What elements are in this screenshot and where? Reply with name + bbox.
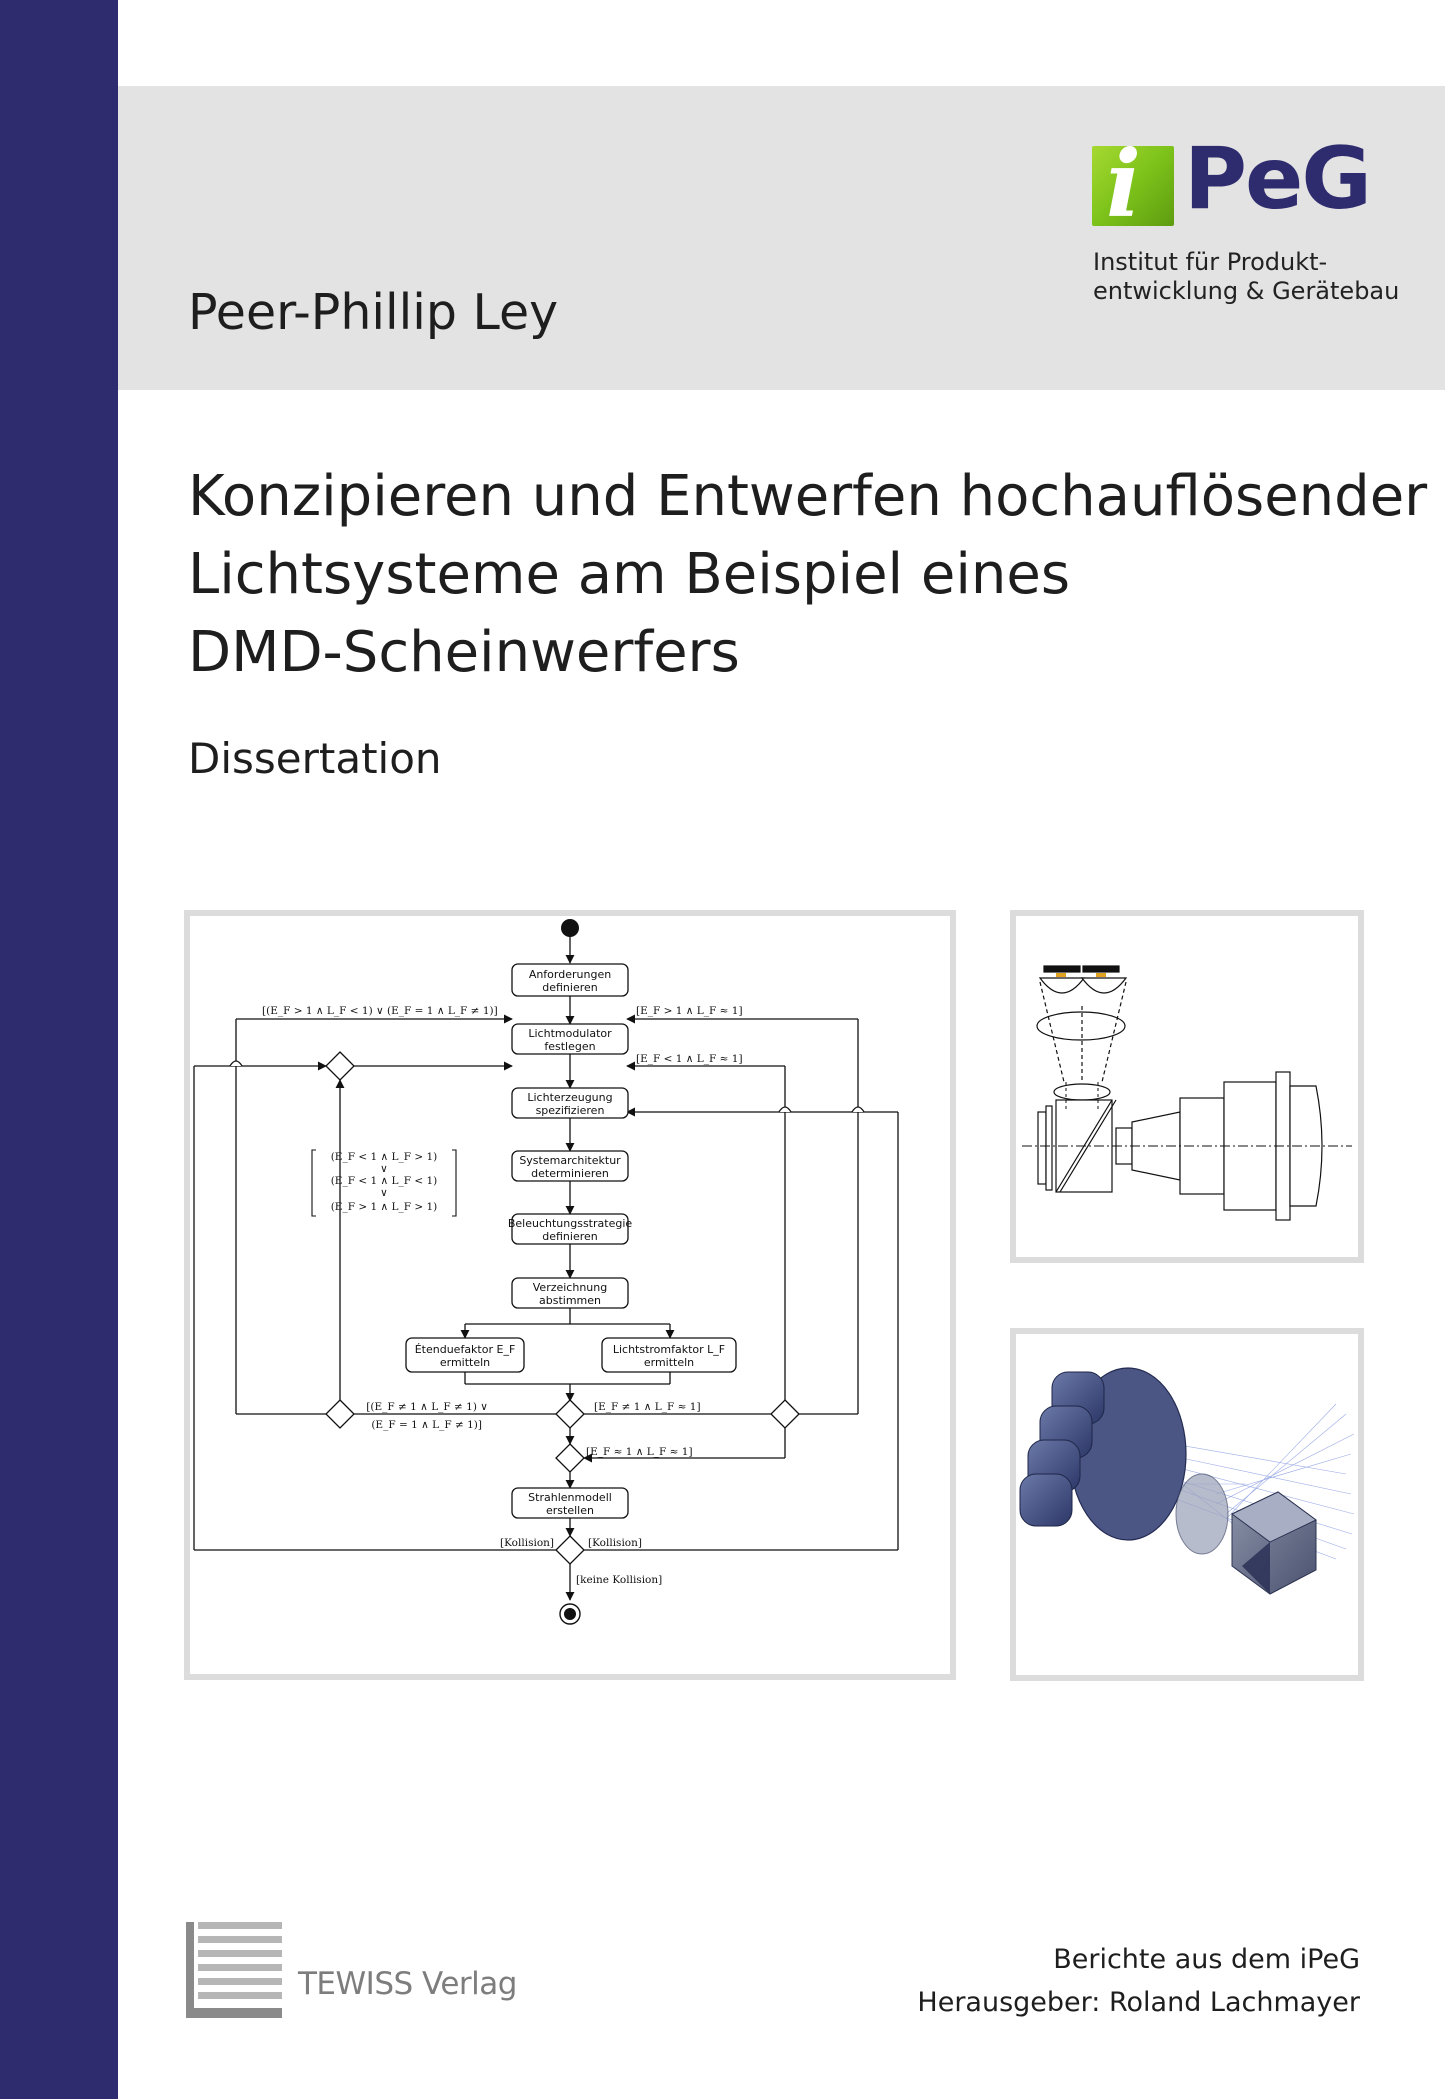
guard-top-right: [E_F > 1 ∧ L_F ≈ 1] bbox=[636, 1005, 743, 1017]
series-name: Berichte aus dem iPeG bbox=[1053, 1944, 1360, 1975]
book-subtitle: Dissertation bbox=[188, 734, 442, 783]
ipeg-logo bbox=[1092, 129, 1392, 238]
guard-approx: [E_F ≈ 1 ∧ L_F ≈ 1] bbox=[586, 1446, 693, 1458]
node-1-line-1: Anforderungen bbox=[528, 968, 612, 981]
guard-bracket-line-2: ∨ bbox=[380, 1163, 388, 1175]
node-8-line-2: ermitteln bbox=[643, 1356, 695, 1369]
optics-drawing-figure bbox=[1010, 910, 1364, 1263]
guard-bracket-line-1: (E_F < 1 ∧ L_F > 1) bbox=[330, 1151, 438, 1163]
led-collimator-array bbox=[1020, 1368, 1186, 1540]
start-node bbox=[561, 919, 579, 937]
node-1-line-2: definieren bbox=[542, 981, 598, 994]
publisher-name: TEWISS Verlag bbox=[298, 1966, 517, 2002]
node-6-line-1: Verzeichnung bbox=[532, 1281, 608, 1294]
decision-diamond-l2 bbox=[326, 1052, 354, 1080]
optics-line-drawing bbox=[1016, 916, 1358, 1257]
led-chip-left bbox=[1044, 966, 1080, 972]
node-4-line-2: determinieren bbox=[531, 1167, 609, 1180]
guard-no-collision: [keine Kollision] bbox=[576, 1574, 663, 1586]
node-8-line-1: Lichtstromfaktor L_F bbox=[612, 1343, 726, 1356]
node-6-line-2: abstimmen bbox=[539, 1294, 601, 1307]
node-9-line-1: Strahlenmodell bbox=[528, 1491, 612, 1504]
guard-collision-right: [Kollision] bbox=[588, 1537, 642, 1549]
author-name: Peer-Phillip Ley bbox=[188, 284, 559, 341]
node-5-line-1: Beleuchtungsstrategie bbox=[507, 1217, 633, 1230]
decision-diamond-r bbox=[771, 1400, 799, 1428]
node-9-line-2: erstellen bbox=[546, 1504, 594, 1517]
flowchart-figure bbox=[184, 910, 956, 1680]
prism-block bbox=[1232, 1492, 1316, 1594]
institute-line-1: Institut für Produkt- bbox=[1093, 248, 1328, 276]
end-node-dot bbox=[564, 1608, 576, 1620]
node-2-line-1: Lichtmodulator bbox=[528, 1027, 612, 1040]
raytrace-render-figure bbox=[1010, 1328, 1364, 1681]
decision-diamond-c bbox=[556, 1536, 584, 1564]
book-title bbox=[188, 458, 1427, 692]
activity-diagram bbox=[190, 916, 950, 1674]
guard-merge-left-2: (E_F = 1 ∧ L_F ≠ 1)] bbox=[371, 1419, 482, 1431]
guard-merge-right: [E_F ≠ 1 ∧ L_F ≈ 1] bbox=[594, 1401, 701, 1413]
publisher-logo-mark bbox=[186, 1922, 286, 2018]
node-5-line-2: definieren bbox=[542, 1230, 598, 1243]
publisher-logo bbox=[186, 1922, 517, 2018]
guard-bracket-line-5: (E_F > 1 ∧ L_F > 1) bbox=[330, 1201, 438, 1213]
logo-mark: i bbox=[1106, 130, 1141, 238]
raytrace-illustration bbox=[1016, 1334, 1358, 1675]
cover-spine-band bbox=[0, 0, 118, 2099]
decision-diamond-b bbox=[556, 1444, 584, 1472]
guard-bracket-line-4: ∨ bbox=[380, 1187, 388, 1199]
guard-bracket-line-3: (E_F < 1 ∧ L_F < 1) bbox=[330, 1175, 438, 1187]
node-7-line-1: Étenduefaktor E_F bbox=[414, 1343, 516, 1356]
guard-mid-right: [E_F < 1 ∧ L_F ≈ 1] bbox=[636, 1053, 743, 1065]
node-3-line-1: Lichterzeugung bbox=[527, 1091, 613, 1104]
guard-top-left: [(E_F > 1 ∧ L_F < 1) ∨ (E_F = 1 ∧ L_F ≠ 1)] bbox=[262, 1005, 498, 1017]
title-line-1: Konzipieren und Entwerfen hochauflösender bbox=[188, 464, 1428, 529]
guard-merge-left-1: [(E_F ≠ 1 ∧ L_F ≠ 1) ∨ bbox=[366, 1401, 488, 1413]
decision-diamond-a bbox=[556, 1400, 584, 1428]
led-chip-right bbox=[1083, 966, 1119, 972]
series-editor: Herausgeber: Roland Lachmayer bbox=[917, 1987, 1360, 2018]
node-4-line-1: Systemarchitektur bbox=[519, 1154, 621, 1167]
guard-collision-left: [Kollision] bbox=[500, 1537, 554, 1549]
node-2-line-2: festlegen bbox=[544, 1040, 596, 1053]
logo-text: PeG bbox=[1184, 129, 1370, 229]
node-7-line-2: ermitteln bbox=[439, 1356, 491, 1369]
node-3-line-2: spezifizieren bbox=[535, 1104, 605, 1117]
title-line-2: Lichtsysteme am Beispiel eines bbox=[188, 542, 1071, 607]
institute-name bbox=[1093, 248, 1399, 306]
title-line-3: DMD-Scheinwerfers bbox=[188, 620, 740, 685]
series-info bbox=[917, 1938, 1360, 2024]
institute-line-2: entwicklung & Gerätebau bbox=[1093, 277, 1400, 305]
decision-diamond-l1 bbox=[326, 1400, 354, 1428]
